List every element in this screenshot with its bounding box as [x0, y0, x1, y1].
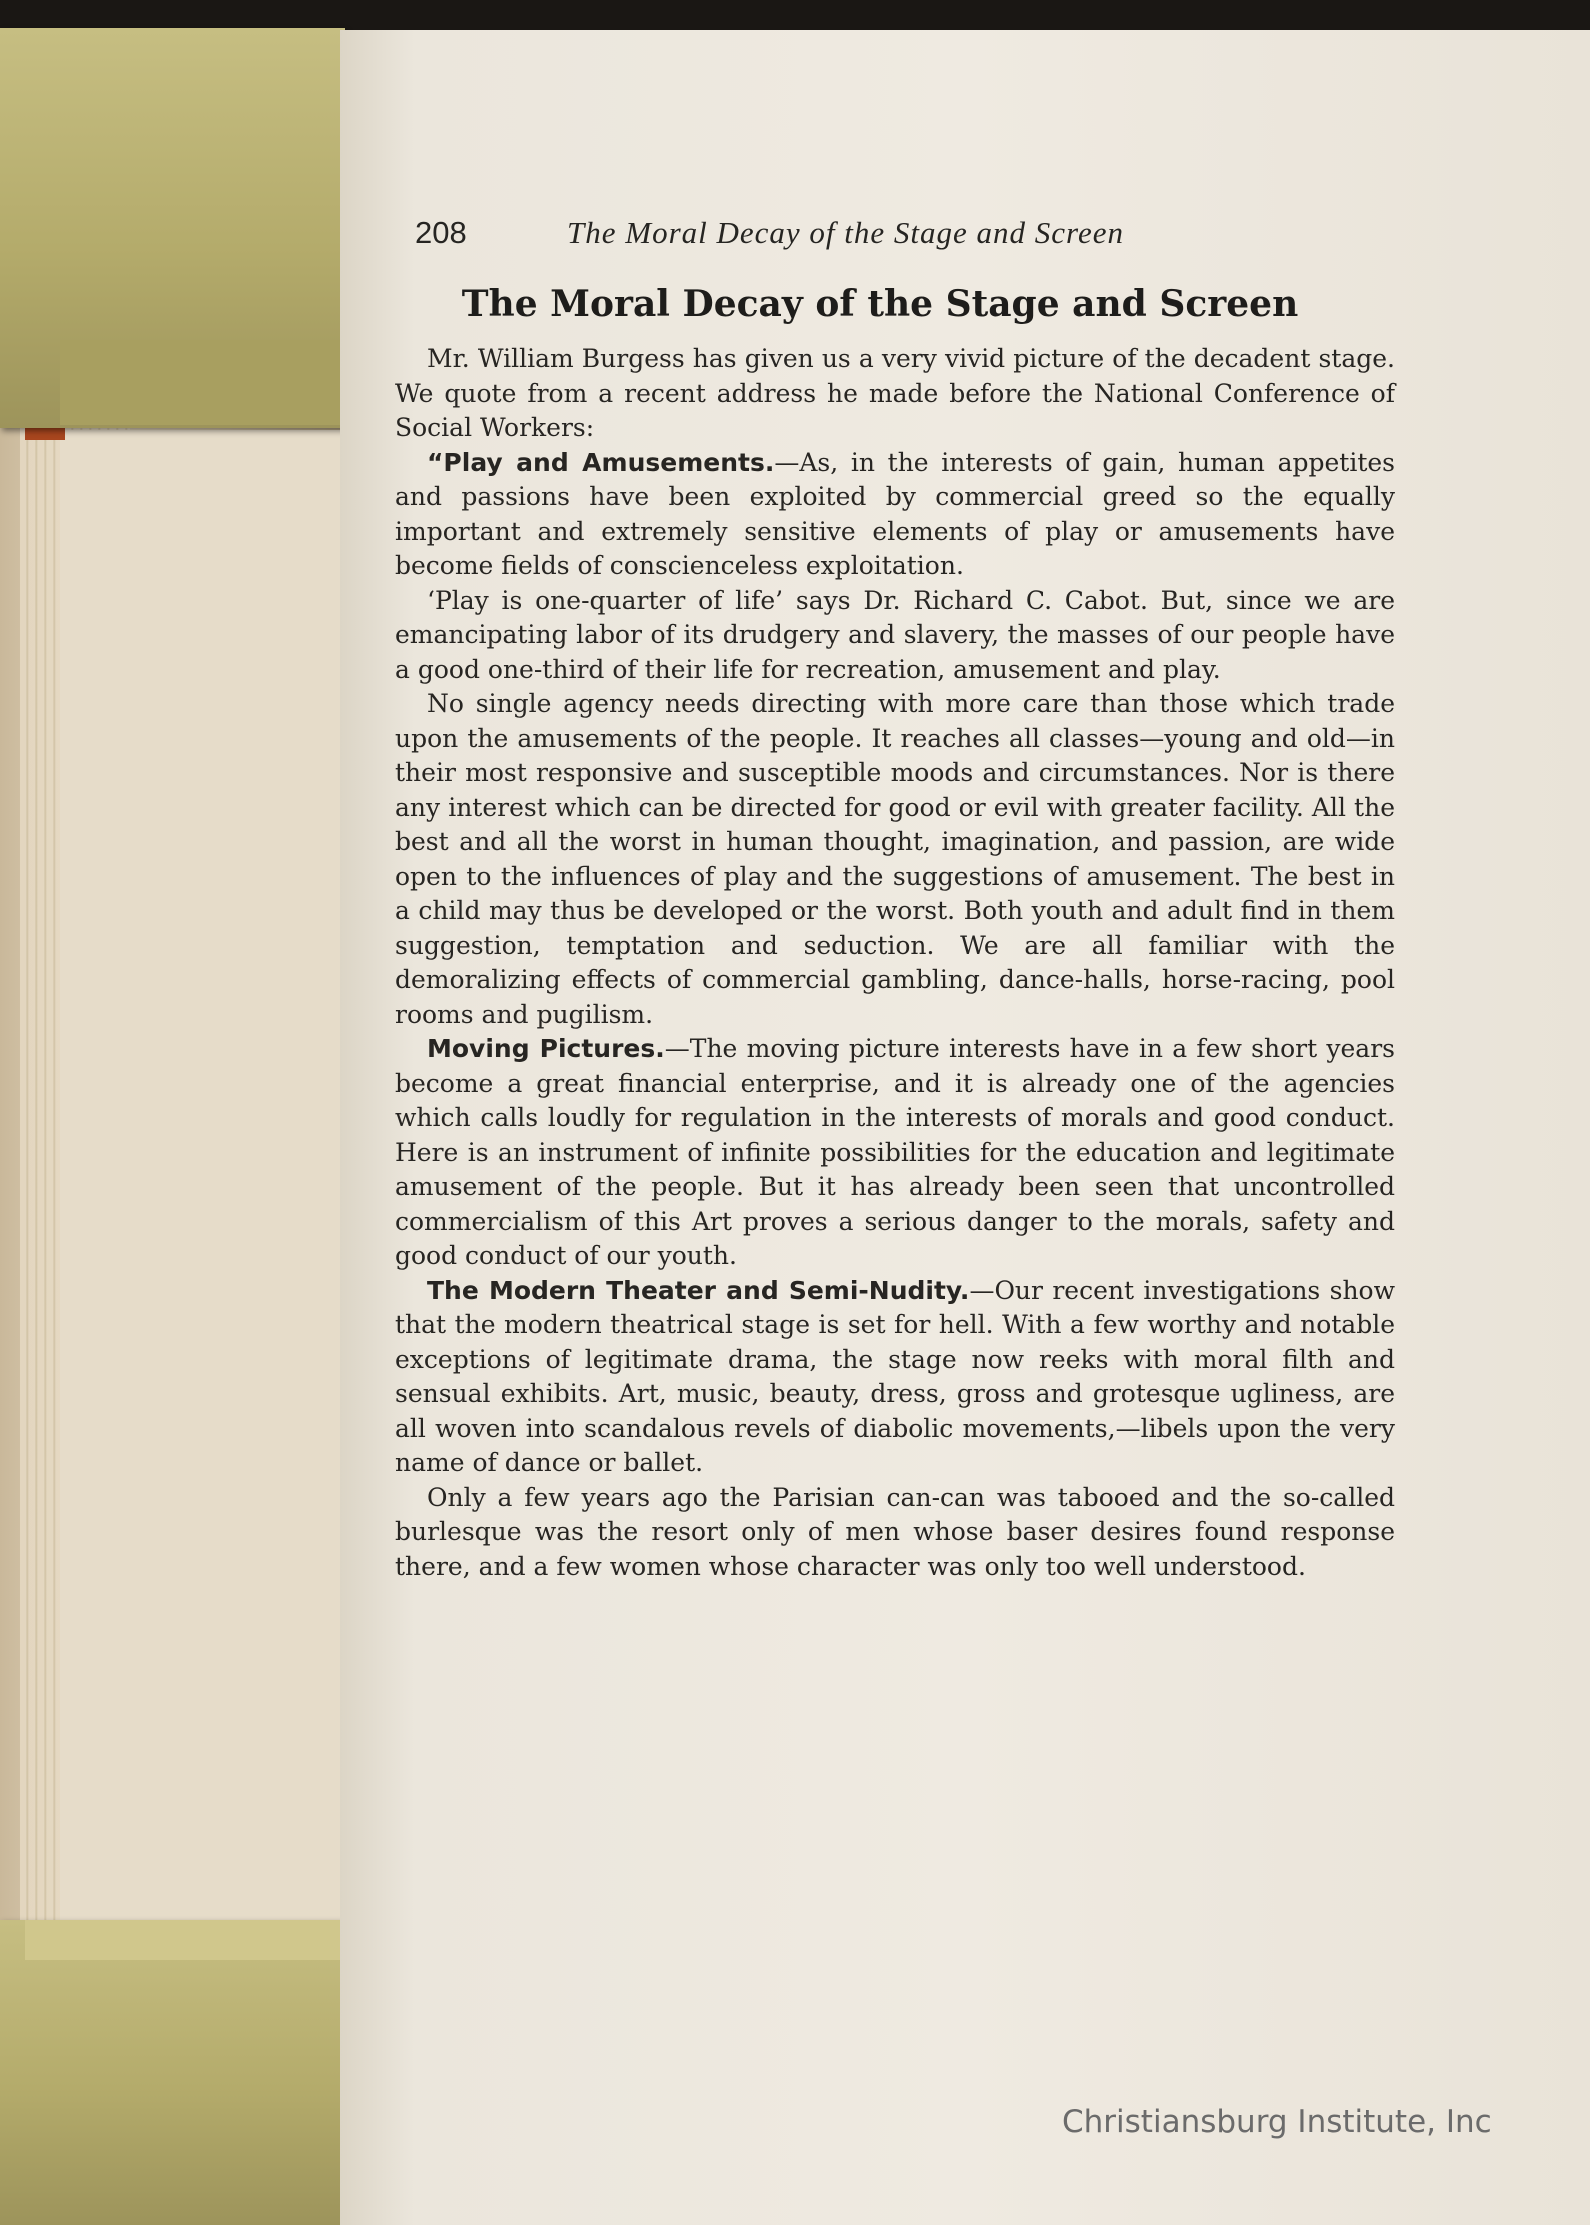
bottom-tab-edge: [25, 1920, 360, 1960]
left-page: [60, 430, 350, 1930]
bottom-tab: [0, 1920, 360, 2225]
watermark: Christiansburg Institute, Inc: [1062, 2104, 1492, 2140]
section-heading: “Play and Amusements.: [427, 447, 775, 477]
section-heading: The Modern Theater and Semi-Nudity.: [427, 1275, 970, 1305]
intro-paragraph: Mr. William Burgess has given us a very vivid picture of the decadent stage. We quote from a recent address he made before the National Conference of Social Workers:: [395, 344, 1395, 442]
section-text: —As, in the interests of gain, human appetites and passions have been exploited by commercial greed so the equally important and extremely sensitive elements of play or amusements have become fields of conscienceless exploitation.: [395, 447, 1395, 580]
play-amusements-paragraph: [395, 446, 1395, 584]
running-title: The Moral Decay of the Stage and Screen: [567, 215, 1124, 250]
moving-pictures-paragraph: [395, 1032, 1395, 1274]
cabot-paragraph: ‘Play is one-quarter of life’ says Dr. Richard C. Cabot. But, since we are emancipating labor of its drudgery and slavery, the masses of our people have a good one-third of their life for recreation, amusement and play.: [395, 585, 1395, 684]
running-header: [415, 215, 1275, 255]
agency-paragraph: No single agency needs directing with more care than those which trade upon the amusements of the people. It reaches all classes—young and old—in their most responsive and susceptible moods and circumstances. Nor is there any interest which can be directed for good or evil with greater facility. All the best and all the worst in human thought, imagination, and passion, are wide open to the influences of play and the suggestions of amusement. The best in a child may thus be developed or the worst. Both youth and adult find in them suggestion, temptation and seduction. We are all familiar with the demoralizing effects of commercial gambling, dance-halls, horse-racing, pool rooms and pugilism.: [395, 689, 1395, 1029]
section-heading: Moving Pictures.: [427, 1034, 665, 1063]
page-number: 208: [415, 215, 467, 250]
article-title: The Moral Decay of the Stage and Screen: [461, 283, 1299, 325]
modern-theater-paragraph: [395, 1274, 1395, 1481]
section-text: —The moving picture interests have in a few short years become a great financial enterprise, and it is already one of the agencies which calls loudly for regulation in the interests of morals and good conduct. Here is an instrument of infinite possibilities for the education and legitimate amusement of the people. But it has already been seen that uncontrolled commercialism of this Art proves a serious danger to the morals, safety and good conduct of our youth.: [395, 1034, 1395, 1270]
section-text: —Our recent investigations show that the modern theatrical stage is set for hell. With a few worthy and notable exceptions of legitimate drama, the stage now reeks with moral filth and sensual exhibits. Art, music, beauty, dress, gross and grotesque ugliness, are all woven into scandalous revels of diabolic movements,—libels upon the very name of dance or ballet.: [395, 1275, 1396, 1477]
cancan-paragraph: Only a few years ago the Parisian can-can was tabooed and the so-called burlesque was the resort only of men whose baser desires found response there, and a few women whose character was only too well understood.: [395, 1482, 1395, 1581]
article-body: [395, 342, 1395, 1584]
top-tab-fold: [60, 340, 350, 425]
